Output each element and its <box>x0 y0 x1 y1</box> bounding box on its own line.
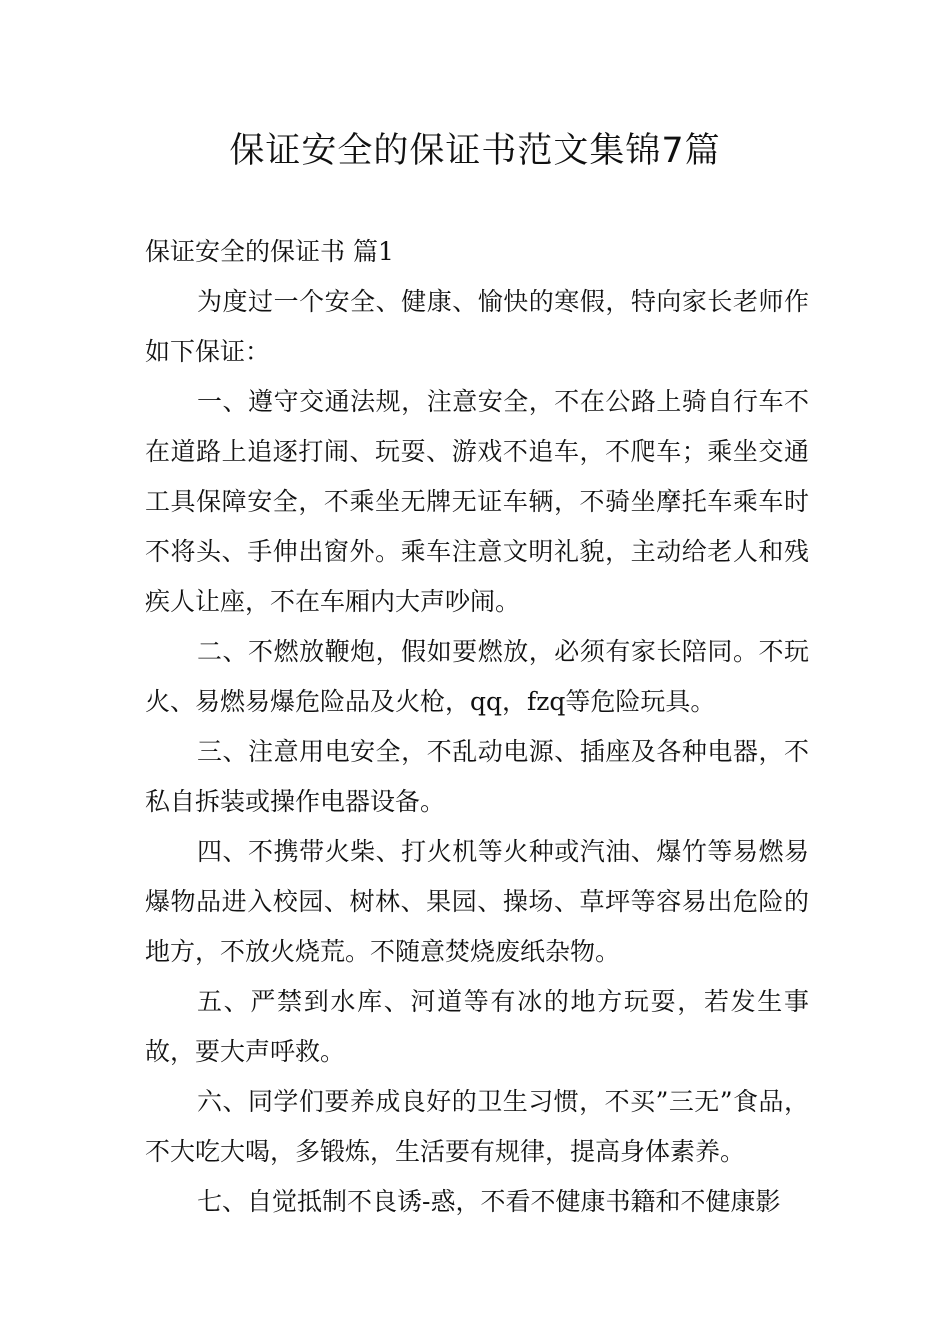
paragraph-item-3: 三、注意用电安全，不乱动电源、插座及各种电器，不私自拆装或操作电器设备。 <box>145 737 809 816</box>
paragraph-item-6: 六、同学们要养成良好的卫生习惯，不买”三无”食品，不大吃大喝，多锻炼，生活要有规律，提高身体素养。 <box>145 1087 809 1166</box>
paragraph-item-2: 二、不燃放鞭炮，假如要燃放，必须有家长陪同。不玩火、易燃易爆危险品及火枪，qq，fzq等危险玩具。 <box>145 637 809 716</box>
paragraph-intro: 为度过一个安全、健康、愉快的寒假，特向家长老师作如下保证： <box>145 287 809 366</box>
paragraph-item-1: 一、遵守交通法规，注意安全，不在公路上骑自行车不在道路上追逐打闹、玩耍、游戏不追车，不爬车；乘坐交通工具保障安全，不乘坐无牌无证车辆，不骑坐摩托车乘车时不将头、手伸出窗外。乘车注意文明礼貌，主动给老人和残疾人让座，不在车厢内大声吵闹。 <box>145 387 809 616</box>
paragraph-item-7: 七、自觉抵制不良诱-惑，不看不健康书籍和不健康影 <box>197 1187 781 1216</box>
paragraph-item-5: 五、严禁到水库、河道等有冰的地方玩耍，若发生事故，要大声呼救。 <box>145 987 809 1066</box>
section-heading: 保证安全的保证书 篇1 <box>145 237 394 266</box>
paragraph-item-4: 四、不携带火柴、打火机等火种或汽油、爆竹等易燃易爆物品进入校园、树林、果园、操场、草坪等容易出危险的地方，不放火烧荒。不随意焚烧废纸杂物。 <box>145 837 809 966</box>
document-body <box>145 227 809 1227</box>
document-title: 保证安全的保证书范文集锦7篇 <box>229 131 721 171</box>
